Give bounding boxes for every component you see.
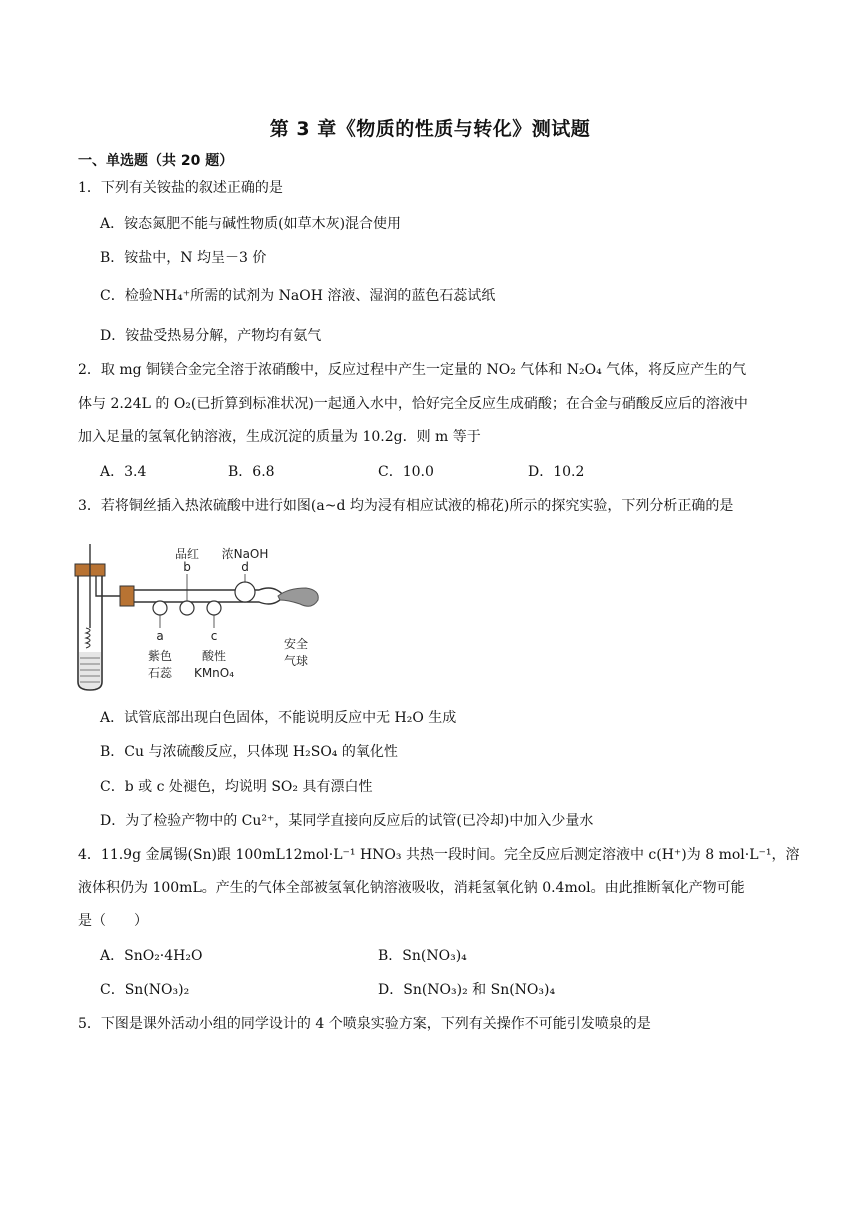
- question-3-stem: 3．若将铜丝插入热浓硫酸中进行如图(a~d 均为浸有相应试液的棉花)所示的探究实验，下列分析正确的是: [78, 498, 734, 514]
- question-2-stem-line-3: 加入足量的氢氧化钠溶液，生成沉淀的质量为 10.2g．则 m 等于: [78, 429, 481, 445]
- question-2-option-d: D．10.2: [528, 464, 585, 480]
- label-d: d: [241, 560, 249, 574]
- question-4-stem-line-3: 是（ ）: [78, 913, 148, 929]
- question-3-option-c: C．b 或 c 处褪色，均说明 SO₂ 具有漂白性: [100, 779, 373, 795]
- label-a-reagent-line-2: 石蕊: [147, 666, 173, 680]
- question-4-option-d: D．Sn(NO₃)₂ 和 Sn(NO₃)₄: [378, 982, 556, 998]
- label-b: b: [183, 560, 191, 574]
- label-c-reagent-line-2: KMnO₄: [193, 666, 235, 680]
- question-1-option-d: D．铵盐受热易分解，产物均有氨气: [100, 328, 322, 344]
- question-3-option-d: D．为了检验产物中的 Cu²⁺，某同学直接向反应后的试管(已冷却)中加入少量水: [100, 813, 594, 829]
- label-balloon-line-1: 安全: [283, 637, 309, 651]
- page-title: 第 3 章《物质的性质与转化》测试题: [269, 118, 591, 140]
- question-4-option-c: C．Sn(NO₃)₂: [100, 982, 190, 998]
- question-2-option-a: A．3.4: [100, 464, 147, 480]
- label-balloon-line-2: 气球: [283, 654, 309, 668]
- label-c-reagent-line-1: 酸性: [201, 649, 227, 663]
- question-4-stem-line-1: 4．11.9g 金属锡(Sn)跟 100mL12mol·L⁻¹ HNO₃ 共热一段时间。完全反应后测定溶液中 c(H⁺)为 8 mol·L⁻¹，溶: [78, 847, 800, 863]
- question-3-option-a: A．试管底部出现白色固体，不能说明反应中无 H₂O 生成: [100, 710, 457, 726]
- question-4-option-b: B．Sn(NO₃)₄: [378, 948, 467, 964]
- question-1-option-b: B．铵盐中，N 均呈－3 价: [100, 250, 267, 266]
- question-3-option-b: B．Cu 与浓硫酸反应，只体现 H₂SO₄ 的氧化性: [100, 744, 398, 760]
- question-1-stem: 1．下列有关铵盐的叙述正确的是: [78, 180, 283, 196]
- label-d-reagent: 浓NaOH: [221, 547, 269, 561]
- question-1-option-c: C．检验NH₄⁺所需的试剂为 NaOH 溶液、湿润的蓝色石蕊试纸: [100, 288, 496, 304]
- label-a-reagent-line-1: 紫色: [147, 649, 173, 663]
- section-heading: 一、单选题（共 20 题）: [78, 153, 234, 169]
- question-2-option-b: B．6.8: [228, 464, 275, 480]
- question-2-option-c: C．10.0: [378, 464, 434, 480]
- question-1-option-a: A．铵态氮肥不能与碱性物质(如草木灰)混合使用: [100, 216, 402, 232]
- question-5-stem: 5．下图是课外活动小组的同学设计的 4 个喷泉实验方案，下列有关操作不可能引发喷泉的是: [78, 1016, 651, 1032]
- label-c: c: [210, 629, 218, 643]
- question-2-stem-line-1: 2．取 mg 铜镁合金完全溶于浓硝酸中，反应过程中产生一定量的 NO₂ 气体和 N₂O₄ 气体，将反应产生的气: [78, 362, 747, 378]
- apparatus-diagram: [74, 544, 324, 694]
- label-b-reagent: 品红: [174, 547, 200, 561]
- question-4-option-a: A．SnO₂·4H₂O: [100, 948, 203, 964]
- label-a: a: [156, 629, 164, 643]
- question-2-stem-line-2: 体与 2.24L 的 O₂(已折算到标准状况)一起通入水中，恰好完全反应生成硝酸；在合金与硝酸反应后的溶液中: [78, 396, 748, 412]
- question-4-stem-line-2: 液体积仍为 100mL。产生的气体全部被氢氧化钠溶液吸收，消耗氢氧化钠 0.4mol。由此推断氧化产物可能: [78, 880, 745, 896]
